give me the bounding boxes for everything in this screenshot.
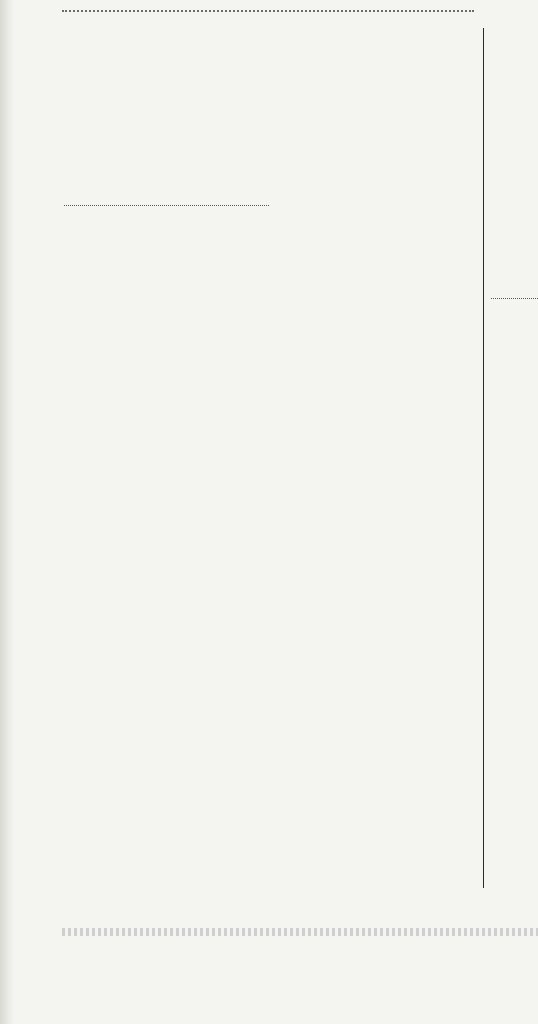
print-color-bar	[62, 922, 538, 942]
print-swatch-cyan	[404, 922, 434, 940]
page-edge-shadow	[0, 0, 14, 1024]
column-separator	[483, 28, 484, 888]
print-swatch-yellow	[270, 922, 300, 940]
print-swatch-red	[472, 922, 502, 940]
print-swatch-cyan	[124, 922, 154, 940]
adjacent-dotted-rule	[491, 298, 538, 299]
header-dotted-rule	[62, 10, 474, 12]
print-swatch-red	[202, 922, 232, 940]
chess-diagram	[496, 700, 538, 872]
lead-dotted-rule	[64, 205, 269, 206]
chess-board-graphic	[496, 700, 538, 872]
